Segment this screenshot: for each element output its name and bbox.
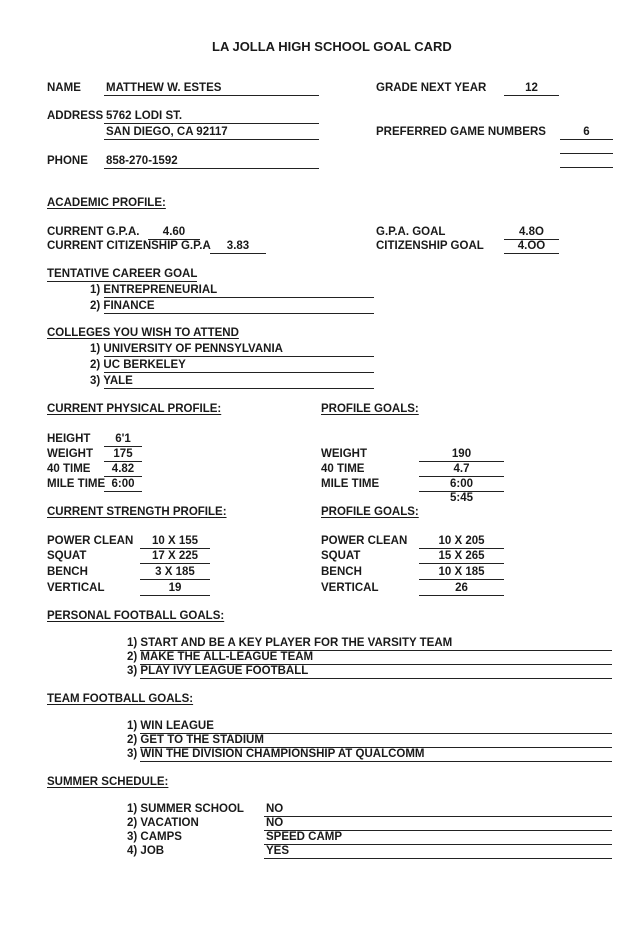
physical-heading: CURRENT PHYSICAL PROFILE: [47,403,222,415]
page-title: LA JOLLA HIGH SCHOOL GOAL CARD [212,39,452,54]
grade-value: 12 [525,82,538,94]
citizenship-goal-label: CITIZENSHIP GOAL [376,240,484,252]
goal-vertical-value: 26 [455,582,468,594]
address-line-1: 5762 LODI ST. [106,110,183,122]
height-value: 6'1 [115,433,131,445]
goal-mile-alt-value: 5:45 [449,492,474,504]
address-line-2: SAN DIEGO, CA 92117 [106,126,228,138]
power-clean-line [140,548,210,549]
address-line-2-rule [104,139,319,140]
summer-item-value-3: SPEED CAMP [266,831,343,843]
forty-value: 4.82 [111,463,135,475]
gpa-goal-label: G.P.A. GOAL [376,226,446,238]
goal-bench-line [419,579,504,580]
vertical-label: VERTICAL [47,582,105,594]
college-item-1: 1) UNIVERSITY OF PENNSYLVANIA [90,343,283,355]
squat-label: SQUAT [47,550,87,562]
grade-line [504,95,559,96]
grade-label: GRADE NEXT YEAR [376,82,487,94]
goal-mile-label: MILE TIME [321,478,380,490]
career-heading: TENTATIVE CAREER GOAL [47,268,198,280]
goal-mile-value: 6:00 [449,478,474,490]
goal-forty-line [419,476,504,477]
summer-line-3 [264,844,612,845]
summer-line-1 [264,816,612,817]
academic-heading: ACADEMIC PROFILE: [47,197,166,209]
team-goal-3: 3) WIN THE DIVISION CHAMPIONSHIP AT QUALCOMM [127,748,425,760]
career-line-2 [104,313,374,314]
strength-goals-heading: PROFILE GOALS: [321,506,419,518]
mile-label: MILE TIME [47,478,106,490]
phone-line [104,168,319,169]
team-goal-2: 2) GET TO THE STADIUM [127,734,264,746]
weight-line [104,461,142,462]
game-number-line-2 [560,153,613,154]
gpa-goal-value: 4.8O [519,226,544,238]
summer-item-label-3: 3) CAMPS [127,831,182,843]
goal-vertical-line [419,595,504,596]
goal-power-clean-label: POWER CLEAN [321,535,408,547]
name-value: MATTHEW W. ESTES [106,82,222,94]
goal-forty-value: 4.7 [453,463,470,475]
citizenship-goal-value: 4.OO [517,240,546,252]
game-number-line-3 [560,167,613,168]
career-item-1: 1) ENTREPRENEURIAL [90,284,218,296]
team-goals-heading: TEAM FOOTBALL GOALS: [47,693,194,705]
power-clean-value: 10 X 155 [151,535,199,547]
phone-label: PHONE [47,155,88,167]
phone-value: 858-270-1592 [106,155,178,167]
summer-item-label-4: 4) JOB [127,845,165,857]
vertical-value: 19 [168,582,182,594]
team-goal-1: 1) WIN LEAGUE [127,720,214,732]
career-line-1 [104,297,374,298]
weight-label: WEIGHT [47,448,93,460]
goal-weight-label: WEIGHT [321,448,367,460]
power-clean-label: POWER CLEAN [47,535,134,547]
summer-heading: SUMMER SCHEDULE: [47,776,169,788]
summer-item-value-2: NO [266,817,284,829]
summer-item-label-2: 2) VACATION [127,817,199,829]
goal-bench-value: 10 X 185 [438,566,485,578]
citizenship-line [210,253,266,254]
personal-goal-3: 3) PLAY IVY LEAGUE FOOTBALL [127,665,309,677]
citizenship-goal-line [504,253,559,254]
height-line [104,446,142,447]
game-number-value: 6 [583,126,590,138]
citizenship-value: 3.83 [226,240,250,252]
bench-value: 3 X 185 [155,566,195,578]
address-label: ADDRESS [47,110,104,122]
career-heading-underline [47,281,197,282]
weight-value: 175 [113,448,133,460]
goal-forty-label: 40 TIME [321,463,365,475]
name-line [104,95,319,96]
physical-goals-heading: PROFILE GOALS: [321,403,419,415]
summer-item-label-1: 1) SUMMER SCHOOL [127,803,244,815]
college-line-2 [104,372,374,373]
mile-value: 6:00 [111,478,135,490]
name-label: NAME [47,82,81,94]
college-line-3 [104,388,374,389]
personal-goals-heading: PERSONAL FOOTBALL GOALS: [47,610,225,622]
summer-line-4 [264,858,612,859]
summer-item-value-1: NO [266,803,284,815]
goal-weight-line [419,461,504,462]
squat-line [140,563,210,564]
citizenship-label: CURRENT CITIZENSHIP G.P.A [47,240,211,252]
height-label: HEIGHT [47,433,91,445]
forty-label: 40 TIME [47,463,91,475]
mile-line [104,491,142,492]
strength-heading: CURRENT STRENGTH PROFILE: [47,506,227,518]
personal-goal-line-3 [140,678,612,679]
career-item-2: 2) FINANCE [90,300,155,312]
college-item-2: 2) UC BERKELEY [90,359,186,371]
college-line-1 [104,356,374,357]
game-number-line-1 [560,139,613,140]
vertical-line [140,595,210,596]
personal-goal-1: 1) START AND BE A KEY PLAYER FOR THE VARSITY TEAM [127,637,453,649]
goal-power-clean-value: 10 X 205 [438,535,485,547]
squat-value: 17 X 225 [151,550,199,562]
gpa-label: CURRENT G.P.A. [47,226,140,238]
goal-squat-value: 15 X 265 [438,550,485,562]
goal-squat-line [419,563,504,564]
team-goal-line-3 [140,761,612,762]
goal-bench-label: BENCH [321,566,362,578]
goal-weight-value: 190 [451,448,472,460]
game-numbers-label: PREFERRED GAME NUMBERS [376,126,546,138]
goal-vertical-label: VERTICAL [321,582,379,594]
colleges-heading: COLLEGES YOU WISH TO ATTEND [47,327,239,339]
goal-squat-label: SQUAT [321,550,361,562]
bench-line [140,579,210,580]
summer-item-value-4: YES [266,845,290,857]
forty-line [104,476,142,477]
college-item-3: 3) YALE [90,375,133,387]
bench-label: BENCH [47,566,88,578]
address-line-1-rule [104,123,319,124]
gpa-value: 4.60 [162,226,186,238]
personal-goal-2: 2) MAKE THE ALL-LEAGUE TEAM [127,651,314,663]
goal-power-clean-line [419,548,504,549]
